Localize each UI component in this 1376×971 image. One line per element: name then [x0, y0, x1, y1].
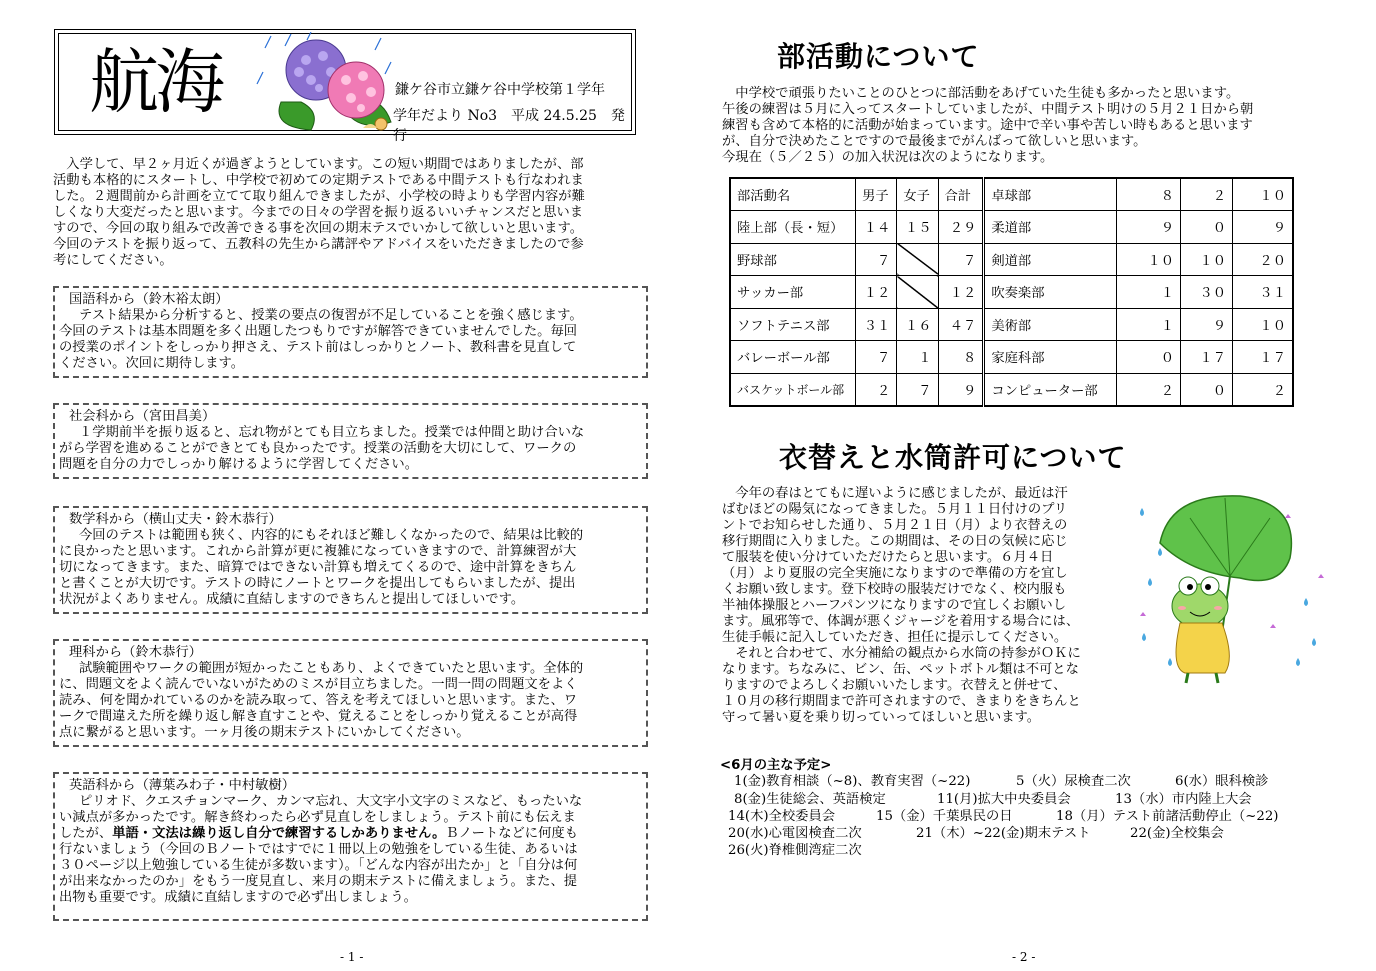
schedule-item: 18（月）テスト前諸活動停止（~22)	[1056, 809, 1279, 824]
schedule-title: <6月の主な予定>	[720, 758, 832, 773]
science-comment-box: 理科から（鈴木恭行） 試験範囲やワークの範囲が短かったこともあり、よくできていたと思います。全体的 に、問題文をよく読んでいないがためのミスが目立ちました。一問一問の問題文をよく 読み、何を聞かれているのかを読み取って、答えを考えてほしいと思います。また、ワ ークで間違えた所を繰り返し解き直すことや、覚えることをしっかり覚えることが高得 点に繋がると思います。一ヶ月後の期末テストにいかしてください。	[53, 639, 648, 747]
schedule-item: 13（水）市内陸上大会	[1115, 792, 1252, 807]
table-row: バスケットボール部 ２ ７ ９ コンピューター部 ２ ０ ２	[730, 373, 1293, 406]
subject-title: 社会科から（宮田昌美）	[69, 409, 216, 424]
table-row: サッカー部 １２ １２ 吹奏楽部 １ ３０ ３１	[730, 276, 1293, 309]
masthead	[54, 29, 636, 144]
schedule-item: 11(月)拡大中央委員会	[937, 792, 1071, 807]
schedule-item: 26(火)脊椎側湾症二次	[728, 843, 862, 858]
english-comment-box: 英語科から（薄葉みわ子・中村敏樹） ピリオド、クエスチョンマーク、カンマ忘れ、大文字小文字のミスなど、もったいな い減点が多かったです。解き終わったら必ず見直しをしましょう。テスト前にも伝えま したが、単語・文法は繰り返し自分で練習するしかありません。Ｂノートなどに何度も 行ないましょう（今回のＢノートではすでに１冊以上の勉強をしている生徒、あるいは ３０ページ以上勉強している生徒が多数います）。「どんな内容が出たか」と「自分は何 が出来なかったのか」をもう一度見直し、来月の期末テストに備えましょう。また、提 出物も重要です。成績に直結しますので必ず出しましょう。	[53, 772, 648, 921]
subject-title: 英語科から（薄葉みわ子・中村敏樹）	[69, 778, 296, 793]
subject-title: 数学科から（横山丈夫・鈴木恭行）	[69, 512, 282, 527]
clubs-intro: 中学校で頑張りたいことのひとつに部活動をあげていた生徒も多かったと思います。 午後の練習は５月に入ってスタートしていましたが、中間テスト明けの５月２１日から朝 練習も含めて本格的に活動が始まっています。途中で辛い事や苦しい時もあると思います が、自分で決めたことですので最後までがんばって欲しいと思います。 今現在（５／２５）の加入状況は次のようになります。	[722, 86, 1254, 165]
schedule-item: 15（金）千葉県民の日	[876, 809, 1013, 824]
schedule-item: 6(水）眼科検診	[1175, 774, 1269, 789]
frog-umbrella-illustration	[1130, 488, 1330, 688]
table-row: バレーボール部 ７ １ ８ 家庭科部 ０ １７ １７	[730, 341, 1293, 374]
issue-info: 学年だより No3 平成 24.5.25 発行	[393, 108, 625, 144]
social-studies-comment-box: 社会科から（宮田昌美） １学期前半を振り返ると、忘れ物がとても目立ちました。授業では仲間と助け合いな がら学習を進めることができとても良かったです。授業の活動を大切にして、ワークの 問題を自分の力でしっかり解けるように学習してください。	[53, 403, 648, 479]
hydrangea-illustration	[251, 32, 401, 132]
schedule-item: 14(木)全校委員会	[728, 809, 836, 824]
subject-title: 理科から（鈴木恭行）	[69, 645, 202, 660]
table-row: ソフトテニス部 ３１ １６ ４７ 美術部 １ ９ １０	[730, 308, 1293, 341]
table-row: 部活動名 男子 女子 合計 卓球部 ８ ２ １０	[730, 178, 1293, 211]
uniform-text: 今年の春はとてもに遅いように感じましたが、最近は汗 ばむほどの陽気になってきました。５月１１日付けのプリ ントでお知らせした通り、５月２１日（月）より衣替えの 移行期間に入りました。この期間は、その日の気候に応じ て服装を使い分けていただけたらと思います。６月４日 （月）より夏服の完全実施になりますので準備の方を宜し くお願い致します。登下校時の服装だけでなく、校内服も 半袖体操服とハーフパンツになりますので宜しくお願いし ます。風邪等で、体調が悪くジャージを着用する場合には、 生徒手帳に記入していただき、担任に提示してください。 それと合わせて、水分補給の観点から水筒の持参がＯＫに なります。ちなみに、ビン、缶、ペットボトル類は不可とな りますのでよろしくお願いいたします。衣替えと併せて、 １０月の移行期間まで許可されますので、きまりをきちんと 守って暑い夏を乗り切っていってほしいと思います。	[722, 486, 1081, 725]
club-membership-table	[729, 177, 1294, 407]
page-number-2: - 2 -	[1012, 950, 1036, 964]
schedule-item: 22(金)全校集会	[1130, 826, 1224, 841]
table-row: 陸上部（長・短） １４ １５ ２９ 柔道部 ９ ０ ９	[730, 211, 1293, 244]
uniform-heading: 衣替えと水筒許可について	[779, 441, 1127, 474]
schedule-item: 5（火）尿検査二次	[1016, 774, 1131, 789]
page-number-1: - 1 -	[340, 950, 364, 964]
intro-paragraph: 入学して、早２ヶ月近くが過ぎようとしています。この短い期間ではありましたが、部 活動も本格的にスタートし、中学校で初めての定期テストである中間テストも行なわれま した。２週間前から計画を立てて取り組んできましたが、小学校の時よりも学習内容が難 しくなり大変だったと思います。今までの日々の学習を振り返るいいチャンスだと思いま すので、今回の取り組みで改善できる事を次回の期末テスでいかして欲しいと思います。 今回のテストを振り返って、五教科の先生から講評やアドバイスをいただきましたので参 考にしてください。	[53, 157, 585, 268]
math-comment-box: 数学科から（横山丈夫・鈴木恭行） 今回のテストは範囲も狭く、内容的にもそれほど難しくなかったので、結果は比較的 に良かったと思います。これから計算が更に複雑になっていきますので、計算練習が大 切になってきます。また、暗算ではできない計算も増えてくるので、途中計算をきちん と書くことが大切です。テストの時にノートとワークを提出してもらいましたが、提出 状況がよくありません。成績に直結しますのできちんと提出してほしいです。	[53, 506, 648, 614]
table-row: 野球部 ７ ７ 剣道部 １０ １０ ２０	[730, 243, 1293, 276]
schedule-item: 1(金)教育相談（~8)、教育実習（~22)	[734, 774, 971, 789]
schedule-item: 8(金)生徒総会、英語検定	[734, 792, 886, 807]
schedule-item: 21（木）~22(金)期末テスト	[916, 826, 1091, 841]
clubs-heading: 部活動について	[777, 40, 980, 73]
school-name: 鎌ケ谷市立鎌ケ谷中学校第１学年	[395, 82, 605, 98]
emphasis-text: 単語・文法は繰り返し自分で練習するしかありません。	[112, 826, 446, 841]
newsletter-title: 航海	[89, 41, 221, 123]
japanese-comment-box: 国語科から（鈴木裕太朗） テスト結果から分析すると、授業の要点の復習が不足していることを強く感じます。 今回のテストは基本問題を多く出題したつもりですが解答できていませんでした。毎回 の授業のポイントをしっかり押さえ、テスト前はしっかりとノート、教科書を見直して ください。次回に期待します。	[53, 286, 648, 378]
subject-title: 国語科から（鈴木裕太朗）	[69, 292, 229, 307]
schedule-item: 20(水)心電図検査二次	[728, 826, 862, 841]
